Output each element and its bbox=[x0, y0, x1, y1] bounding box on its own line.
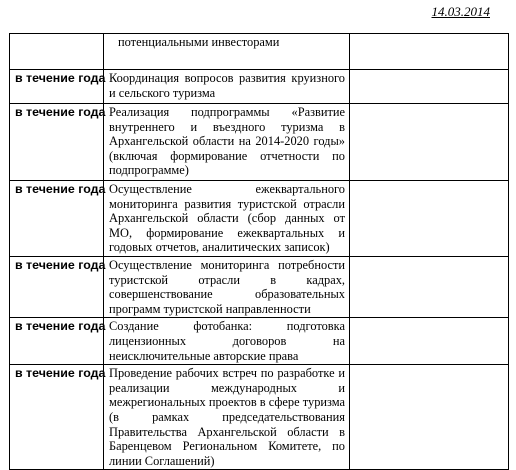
note-cell bbox=[350, 365, 509, 470]
table-row bbox=[10, 70, 509, 104]
note-cell bbox=[350, 70, 509, 104]
task-cell: Осуществление ежеквартального мониторинга развития туристской отрасли Архангельской области (сбор данных от МО, формирование ежеквартальных и годовых отчетов, аналитических записок) bbox=[104, 181, 350, 257]
document-date: 14.03.2014 bbox=[431, 4, 490, 19]
note-cell bbox=[350, 257, 509, 318]
term-cell: в течение года bbox=[10, 318, 104, 365]
note-cell bbox=[350, 34, 509, 70]
task-cell: Координация вопросов развития круизного и сельского туризма bbox=[104, 70, 350, 104]
term-cell: в течение года bbox=[10, 257, 104, 318]
task-cell: Проведение рабочих встреч по разработке и реализации международных и межрегиональных проектов в сфере туризма (в рамках председательствования Правительства Архангельской области в Баренцевом Региональном Комитете, по линии Соглашений) bbox=[104, 365, 350, 470]
table-row bbox=[10, 318, 509, 365]
term-cell: в течение года bbox=[10, 104, 104, 181]
table-row bbox=[10, 181, 509, 257]
note-cell bbox=[350, 318, 509, 365]
table-row bbox=[10, 104, 509, 181]
term-cell: в течение года bbox=[10, 365, 104, 470]
task-cell: Создание фотобанка: подготовка лицензионных договоров на неисключительные авторские права bbox=[104, 318, 350, 365]
term-cell bbox=[10, 34, 104, 70]
term-cell: в течение года bbox=[10, 70, 104, 104]
task-cell: потенциальными инвесторами bbox=[104, 34, 350, 70]
task-cell: Осуществление мониторинга потребности туристской отрасли в кадрах, совершенствование образовательных программ туристской направленности bbox=[104, 257, 350, 318]
table-row bbox=[10, 365, 509, 470]
task-cell: Реализация подпрограммы «Развитие внутреннего и въездного туризма в Архангельской области на 2014-2020 годы» (включая формирование отчетности по подпрограмме) bbox=[104, 104, 350, 181]
term-cell: в течение года bbox=[10, 181, 104, 257]
note-cell bbox=[350, 104, 509, 181]
event-plan-table bbox=[9, 33, 509, 470]
note-cell bbox=[350, 181, 509, 257]
table-row bbox=[10, 257, 509, 318]
table-row bbox=[10, 34, 509, 70]
